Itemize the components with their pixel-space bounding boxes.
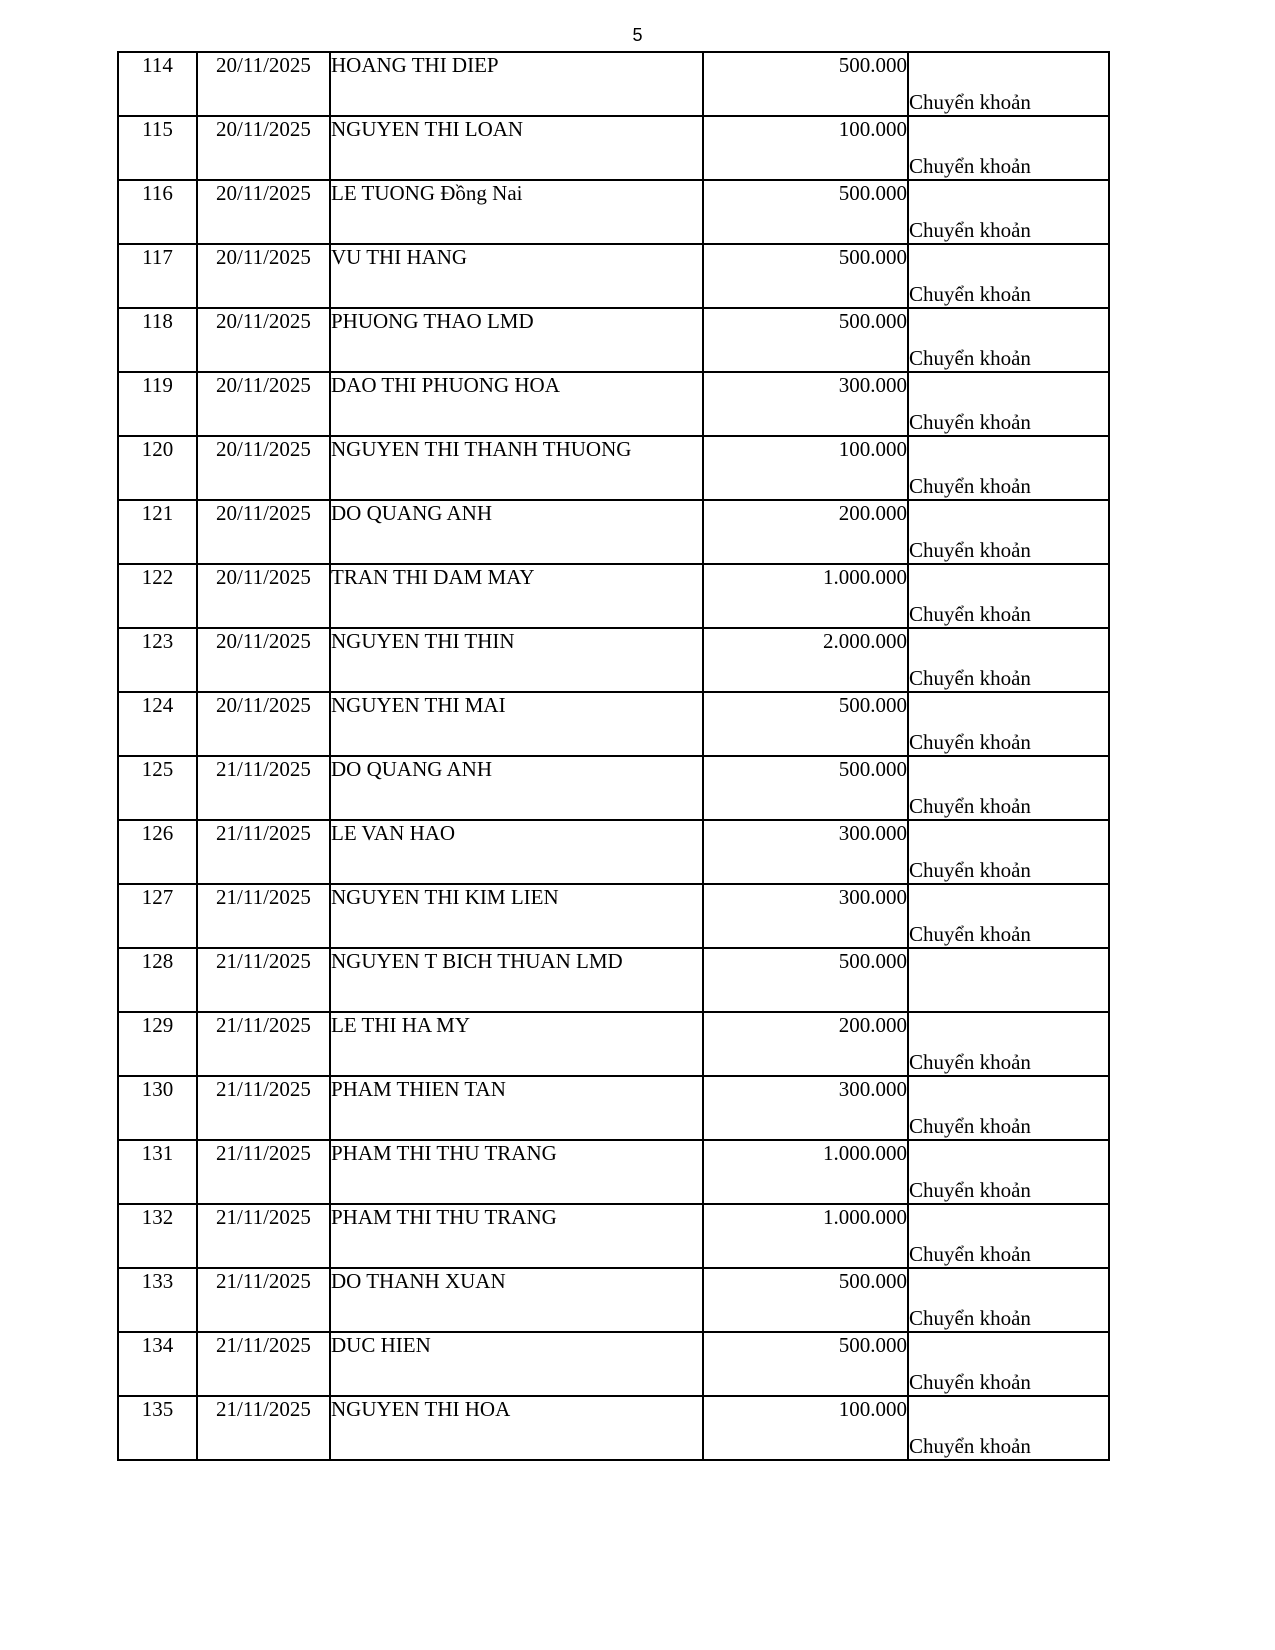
donor-name: PHAM THIEN TAN	[330, 1076, 703, 1140]
payment-method: Chuyển khoản	[908, 628, 1109, 692]
payment-method: Chuyển khoản	[908, 1268, 1109, 1332]
payment-method: Chuyển khoản	[908, 244, 1109, 308]
table-body	[118, 52, 1109, 1460]
donor-name: PHUONG THAO LMD	[330, 308, 703, 372]
row-date: 20/11/2025	[197, 180, 330, 244]
table-row	[118, 820, 1109, 884]
amount: 500.000	[703, 52, 908, 116]
row-date: 21/11/2025	[197, 1012, 330, 1076]
donor-name: LE THI HA MY	[330, 1012, 703, 1076]
row-number: 131	[118, 1140, 197, 1204]
row-number: 118	[118, 308, 197, 372]
amount: 500.000	[703, 1332, 908, 1396]
amount: 500.000	[703, 1268, 908, 1332]
table-row	[118, 1076, 1109, 1140]
row-number: 117	[118, 244, 197, 308]
row-date: 21/11/2025	[197, 756, 330, 820]
payment-method: Chuyển khoản	[908, 372, 1109, 436]
table-row	[118, 244, 1109, 308]
row-number: 124	[118, 692, 197, 756]
donor-name: DO THANH XUAN	[330, 1268, 703, 1332]
row-number: 120	[118, 436, 197, 500]
amount: 300.000	[703, 820, 908, 884]
payment-method: Chuyển khoản	[908, 436, 1109, 500]
table-row	[118, 1268, 1109, 1332]
row-date: 21/11/2025	[197, 1396, 330, 1460]
table-row	[118, 1332, 1109, 1396]
table-row	[118, 1396, 1109, 1460]
donor-name: DUC HIEN	[330, 1332, 703, 1396]
amount: 100.000	[703, 1396, 908, 1460]
payment-method: Chuyển khoản	[908, 1012, 1109, 1076]
row-number: 134	[118, 1332, 197, 1396]
amount: 500.000	[703, 692, 908, 756]
row-number: 133	[118, 1268, 197, 1332]
table-row	[118, 756, 1109, 820]
row-number: 116	[118, 180, 197, 244]
row-date: 21/11/2025	[197, 1204, 330, 1268]
row-date: 20/11/2025	[197, 564, 330, 628]
amount: 100.000	[703, 436, 908, 500]
payment-method: Chuyển khoản	[908, 884, 1109, 948]
donor-name: NGUYEN THI THIN	[330, 628, 703, 692]
amount: 500.000	[703, 180, 908, 244]
table-row	[118, 372, 1109, 436]
payment-method: Chuyển khoản	[908, 564, 1109, 628]
donor-name: DO QUANG ANH	[330, 756, 703, 820]
payment-method: Chuyển khoản	[908, 308, 1109, 372]
page-number: 5	[632, 25, 643, 45]
row-number: 130	[118, 1076, 197, 1140]
donor-name: HOANG THI DIEP	[330, 52, 703, 116]
table-row	[118, 884, 1109, 948]
donor-name: NGUYEN THI KIM LIEN	[330, 884, 703, 948]
row-date: 21/11/2025	[197, 1076, 330, 1140]
table-row	[118, 948, 1109, 1012]
row-number: 125	[118, 756, 197, 820]
row-number: 123	[118, 628, 197, 692]
donor-name: DAO THI PHUONG HOA	[330, 372, 703, 436]
amount: 500.000	[703, 244, 908, 308]
row-number: 126	[118, 820, 197, 884]
payment-method: Chuyển khoản	[908, 1204, 1109, 1268]
row-number: 121	[118, 500, 197, 564]
row-date: 21/11/2025	[197, 1268, 330, 1332]
amount: 2.000.000	[703, 628, 908, 692]
donor-name: TRAN THI DAM MAY	[330, 564, 703, 628]
payment-method: Chuyển khoản	[908, 1140, 1109, 1204]
table-row	[118, 500, 1109, 564]
donor-name: PHAM THI THU TRANG	[330, 1140, 703, 1204]
payment-method: Chuyển khoản	[908, 756, 1109, 820]
row-number: 128	[118, 948, 197, 1012]
table-row	[118, 692, 1109, 756]
amount: 1.000.000	[703, 1204, 908, 1268]
payment-method: Chuyển khoản	[908, 1076, 1109, 1140]
amount: 100.000	[703, 116, 908, 180]
amount: 200.000	[703, 1012, 908, 1076]
table-row	[118, 564, 1109, 628]
row-number: 129	[118, 1012, 197, 1076]
amount: 300.000	[703, 372, 908, 436]
row-date: 20/11/2025	[197, 244, 330, 308]
payment-method: Chuyển khoản	[908, 180, 1109, 244]
row-date: 20/11/2025	[197, 500, 330, 564]
row-number: 122	[118, 564, 197, 628]
row-number: 135	[118, 1396, 197, 1460]
amount: 300.000	[703, 1076, 908, 1140]
row-date: 20/11/2025	[197, 52, 330, 116]
donor-name: VU THI HANG	[330, 244, 703, 308]
row-date: 21/11/2025	[197, 820, 330, 884]
table-row	[118, 1012, 1109, 1076]
row-number: 114	[118, 52, 197, 116]
payment-method: Chuyển khoản	[908, 820, 1109, 884]
table-row	[118, 180, 1109, 244]
donor-name: NGUYEN T BICH THUAN LMD	[330, 948, 703, 1012]
row-number: 119	[118, 372, 197, 436]
donor-name: NGUYEN THI THANH THUONG	[330, 436, 703, 500]
donor-name: DO QUANG ANH	[330, 500, 703, 564]
table-row	[118, 1140, 1109, 1204]
row-date: 21/11/2025	[197, 1332, 330, 1396]
donor-name: LE TUONG Đồng Nai	[330, 180, 703, 244]
payment-method: Chuyển khoản	[908, 1332, 1109, 1396]
donor-name: NGUYEN THI LOAN	[330, 116, 703, 180]
amount: 200.000	[703, 500, 908, 564]
table-row	[118, 52, 1109, 116]
donation-table	[117, 51, 1110, 1461]
row-number: 132	[118, 1204, 197, 1268]
row-date: 21/11/2025	[197, 1140, 330, 1204]
payment-method: Chuyển khoản	[908, 692, 1109, 756]
table-row	[118, 436, 1109, 500]
row-number: 115	[118, 116, 197, 180]
table-row	[118, 308, 1109, 372]
row-date: 20/11/2025	[197, 692, 330, 756]
amount: 1.000.000	[703, 1140, 908, 1204]
row-number: 127	[118, 884, 197, 948]
payment-method: Chuyển khoản	[908, 52, 1109, 116]
row-date: 20/11/2025	[197, 372, 330, 436]
amount: 1.000.000	[703, 564, 908, 628]
payment-method: Chuyển khoản	[908, 500, 1109, 564]
donor-name: PHAM THI THU TRANG	[330, 1204, 703, 1268]
payment-method	[908, 948, 1109, 1012]
amount: 500.000	[703, 756, 908, 820]
row-date: 20/11/2025	[197, 436, 330, 500]
donor-name: LE VAN HAO	[330, 820, 703, 884]
table-row	[118, 116, 1109, 180]
donor-name: NGUYEN THI MAI	[330, 692, 703, 756]
payment-method: Chuyển khoản	[908, 1396, 1109, 1460]
donor-name: NGUYEN THI HOA	[330, 1396, 703, 1460]
amount: 500.000	[703, 308, 908, 372]
row-date: 21/11/2025	[197, 884, 330, 948]
row-date: 20/11/2025	[197, 116, 330, 180]
row-date: 20/11/2025	[197, 308, 330, 372]
amount: 300.000	[703, 884, 908, 948]
table-row	[118, 1204, 1109, 1268]
amount: 500.000	[703, 948, 908, 1012]
row-date: 21/11/2025	[197, 948, 330, 1012]
payment-method: Chuyển khoản	[908, 116, 1109, 180]
row-date: 20/11/2025	[197, 628, 330, 692]
table-row	[118, 628, 1109, 692]
